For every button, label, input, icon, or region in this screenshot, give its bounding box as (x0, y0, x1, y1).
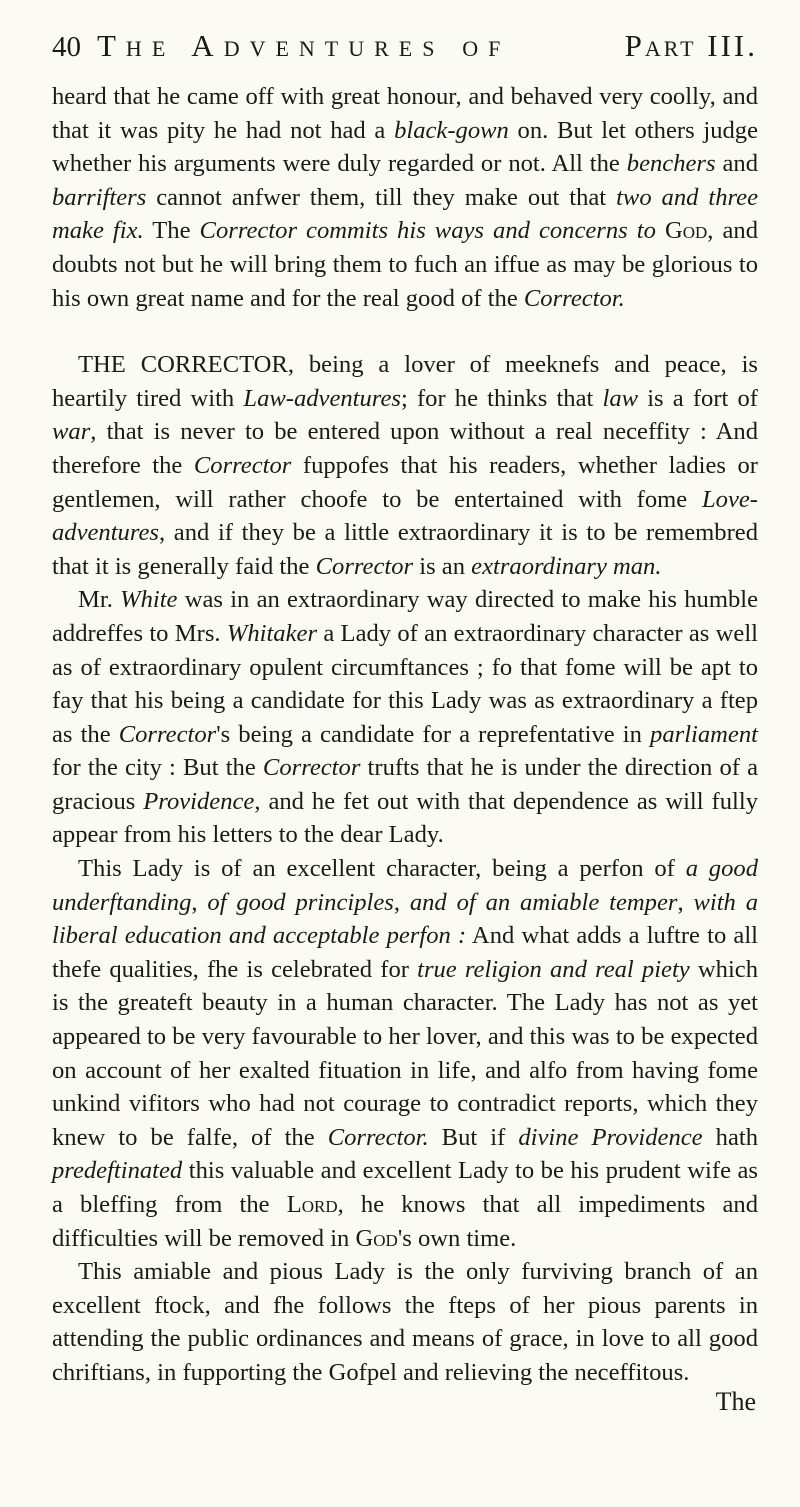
paragraph: heard that he came off with great honour, and behaved very coolly, and that it was pity he had not had a black-gown on. But let others judge whether his arguments were duly regarded or not. All the benchers and barrifters cannot anfwer them, till they make out that two and three make fix. The Corrector commits his ways and concerns to God, and doubts not but he will bring them to fuch an iffue as may be glorious to his own great name and for the real good of the Corrector. (52, 83, 759, 312)
part-label: Part III. (624, 28, 758, 63)
body-text (52, 80, 758, 1390)
paragraph: This amiable and pious Lady is the only furviving branch of an excellent ftock, and fhe follows the fteps of her pious parents in attending the public ordinances and means of grace, in love to all good chriftians, in fupporting the Gofpel and relieving the neceffitous. (52, 1258, 758, 1386)
paragraph: THE CORRECTOR, being a lover of meeknefs and peace, is heartily tired with Law-adventures; for he thinks that law is a fort of war, that is never to be entered upon without a real neceffity : And therefore the Corrector fuppofes that his readers, whether ladies or gentlemen, will rather choofe to be entertained with fome Love-adventures, and if they be a little extraordinary it is to be remembred that it is generally faid the Corrector is an extraordinary man. (52, 351, 758, 580)
paragraph: Mr. White was in an extraordinary way directed to make his humble addreffes to Mrs. Whitaker a Lady of an extraordinary character as well as of extraordinary opulent circumftances ; fo that fome will be apt to fay that his being a candidate for this Lady was as extraordinary a ftep as the Corrector's being a candidate for a reprefentative in parliament for the city : But the Corrector trufts that he is under the direction of a gracious Providence, and he fet out with that dependence as will fully appear from his letters to the dear Lady. (52, 586, 759, 849)
page-number: 40 (52, 31, 81, 63)
running-header (52, 28, 758, 64)
catchword: The (715, 1387, 756, 1416)
paragraph: This Lady is of an excellent character, being a perfon of a good underftanding, of good principles, and of an amiable temper, with a liberal education and acceptable perfon : And what adds a luftre to all thefe qualities, fhe is celebrated for true religion and real piety which is the greateft beauty in a human character. The Lady has not as yet appeared to be very favourable to her lover, and this was to be expected on account of her exalted fituation in life, and alfo from having fome unkind vifitors who had not courage to contradict reports, which they knew to be falfe, of the Corrector. But if divine Providence hath predeftinated this valuable and excellent Lady to be his prudent wife as a bleffing from the Lord, he knows that all impediments and difficulties will be removed in God's own time. (52, 855, 758, 1252)
running-title: The Adventures of (97, 28, 511, 63)
